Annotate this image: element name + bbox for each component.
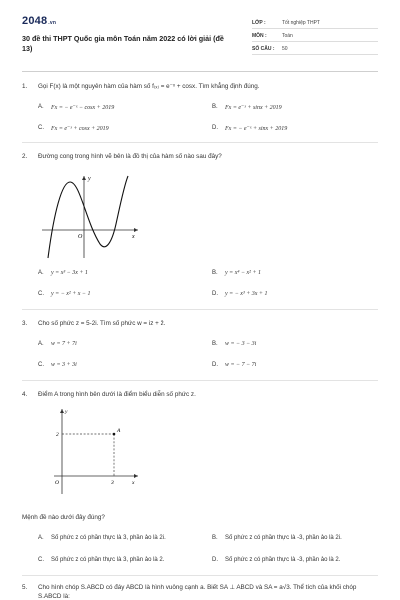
answer-option[interactable] — [212, 125, 287, 132]
answer-label: D. — [212, 291, 218, 297]
question-divider — [22, 575, 378, 576]
answer-label: B. — [212, 341, 218, 347]
answer-label: A. — [38, 341, 44, 347]
question-number: 4. — [22, 391, 28, 398]
answer-label: D. — [212, 557, 218, 563]
answer-text: y = − x³ + 3x + 1 — [225, 291, 268, 297]
meta-box — [252, 16, 378, 55]
answer-option[interactable] — [212, 557, 340, 563]
point-a-label: A — [117, 428, 121, 434]
answer-text: y = x³ − 3x + 1 — [51, 270, 88, 276]
y-axis-label: y — [88, 176, 91, 182]
answer-option[interactable] — [212, 341, 256, 347]
site-logo[interactable] — [22, 15, 56, 27]
question-number: 5. — [22, 584, 28, 591]
function-curve — [48, 176, 128, 258]
answer-text: Số phức z có phần thực là -3, phần ảo là 2i. — [225, 535, 342, 541]
answer-label: A. — [38, 270, 44, 276]
y-axis-arrow — [82, 176, 86, 180]
question-divider — [22, 380, 378, 381]
y-tick-label: 2 — [56, 432, 59, 438]
x-axis-label: x — [132, 234, 135, 240]
x-tick-label: 3 — [111, 480, 114, 486]
answer-option[interactable] — [38, 557, 164, 563]
meta-value: Toán — [282, 33, 293, 39]
answer-label: A. — [38, 104, 44, 110]
answer-option[interactable] — [38, 270, 88, 276]
answer-text: y = − x² + x − 1 — [51, 291, 91, 297]
logo-suffix: .vn — [48, 20, 57, 26]
header-divider — [22, 71, 378, 72]
question-text: Gọi F(x) là một nguyên hàm của hàm số f₍ₓ₎ = e⁻ˣ + cosx. Tìm khẳng định đúng. — [38, 83, 260, 90]
answer-text: Fx = − e⁻ˣ + sinx + 2019 — [225, 126, 288, 132]
answer-text: Fx = e⁻ˣ + sinx + 2019 — [225, 105, 282, 111]
answer-option[interactable] — [38, 341, 77, 347]
question-4 — [22, 390, 378, 399]
logo-main: 2048 — [22, 15, 48, 27]
answer-option[interactable] — [38, 362, 77, 368]
answer-option[interactable] — [212, 291, 267, 297]
answer-option[interactable] — [212, 362, 256, 368]
answer-option[interactable] — [38, 104, 114, 111]
answer-text: w = − 3 − 3i — [225, 341, 257, 347]
answer-text: w = 3 + 3i — [51, 362, 77, 368]
question-number: 3. — [22, 320, 28, 327]
answer-text: Fx = − e⁻ˣ − cosx + 2019 — [51, 105, 115, 111]
meta-key: MÔN : — [252, 33, 267, 39]
answer-text: Số phức z có phần thực là -3, phần ảo là 2. — [225, 557, 341, 563]
y-axis-arrow — [60, 409, 64, 413]
answer-text: w = 7 + 7i — [51, 341, 77, 347]
answer-text: w = − 7 − 7i — [225, 362, 257, 368]
answer-label: D. — [212, 362, 218, 368]
question-number: 1. — [22, 83, 28, 90]
page-header — [0, 0, 400, 70]
question-text: Điểm A trong hình bên dưới là điểm biểu diễn số phức z. — [38, 391, 196, 398]
answer-option[interactable] — [212, 535, 342, 541]
document-title: 30 đề thi THPT Quốc gia môn Toán năm 2022 có lời giải (đề 13) — [22, 34, 224, 53]
answer-label: B. — [212, 270, 218, 276]
question-text: Đường cong trong hình vẽ bên là đồ thị của hàm số nào sau đây? — [38, 153, 222, 160]
answer-label: C. — [38, 291, 44, 297]
meta-row-subject — [252, 29, 378, 42]
meta-row-class — [252, 16, 378, 29]
x-axis-label: x — [132, 480, 135, 486]
question-2 — [22, 152, 378, 161]
answer-option[interactable] — [38, 125, 109, 132]
meta-key: SỐ CÂU : — [252, 46, 275, 52]
answer-label: C. — [38, 557, 44, 563]
question-3 — [22, 319, 378, 328]
answer-label: C. — [38, 125, 44, 131]
question-subtext: Mệnh đề nào dưới đây đúng? — [22, 514, 105, 521]
answer-text: y = x⁴ − x² + 1 — [225, 270, 262, 276]
meta-row-count — [252, 42, 378, 55]
x-axis-arrow — [134, 228, 138, 232]
question-1 — [22, 82, 378, 91]
answer-label: B. — [212, 104, 218, 110]
complex-plane-figure — [50, 406, 140, 496]
answer-label: C. — [38, 362, 44, 368]
x-axis-arrow — [134, 474, 138, 478]
meta-value: 50 — [282, 46, 288, 52]
answer-label: B. — [212, 535, 218, 541]
meta-value: Tốt nghiệp THPT — [282, 20, 320, 26]
origin-label: O — [55, 480, 59, 486]
answer-text: Số phức z có phần thực là 3, phần ảo là 2i. — [51, 535, 166, 541]
answer-label: A. — [38, 535, 44, 541]
answer-option[interactable] — [38, 291, 90, 297]
answer-text: Số phức z có phần thực là 3, phần ảo là 2. — [51, 557, 165, 563]
meta-key: LỚP : — [252, 20, 266, 26]
question-text: Cho số phức z = 5-2i. Tìm số phức w = iz + z̄. — [38, 320, 166, 327]
answer-option[interactable] — [212, 270, 261, 276]
question-number: 2. — [22, 153, 28, 160]
question-4-sub — [22, 513, 378, 522]
point-a — [113, 433, 116, 436]
answer-label: D. — [212, 125, 218, 131]
y-axis-label: y — [65, 409, 68, 415]
cubic-graph-figure — [40, 172, 140, 260]
question-divider — [22, 142, 378, 143]
origin-label: O — [78, 234, 83, 240]
answer-text: Fx = e⁻ˣ + cosx + 2019 — [51, 126, 109, 132]
question-5 — [22, 583, 378, 600]
question-text: Cho hình chóp S.ABCD có đáy ABCD là hình vuông cạnh a. Biết SA ⊥ ABCD và SA = a√3. Thể tích của khối chóp S.ABCD là: — [38, 584, 357, 600]
answer-option[interactable] — [212, 104, 282, 111]
question-divider — [22, 309, 378, 310]
answer-option[interactable] — [38, 535, 166, 541]
